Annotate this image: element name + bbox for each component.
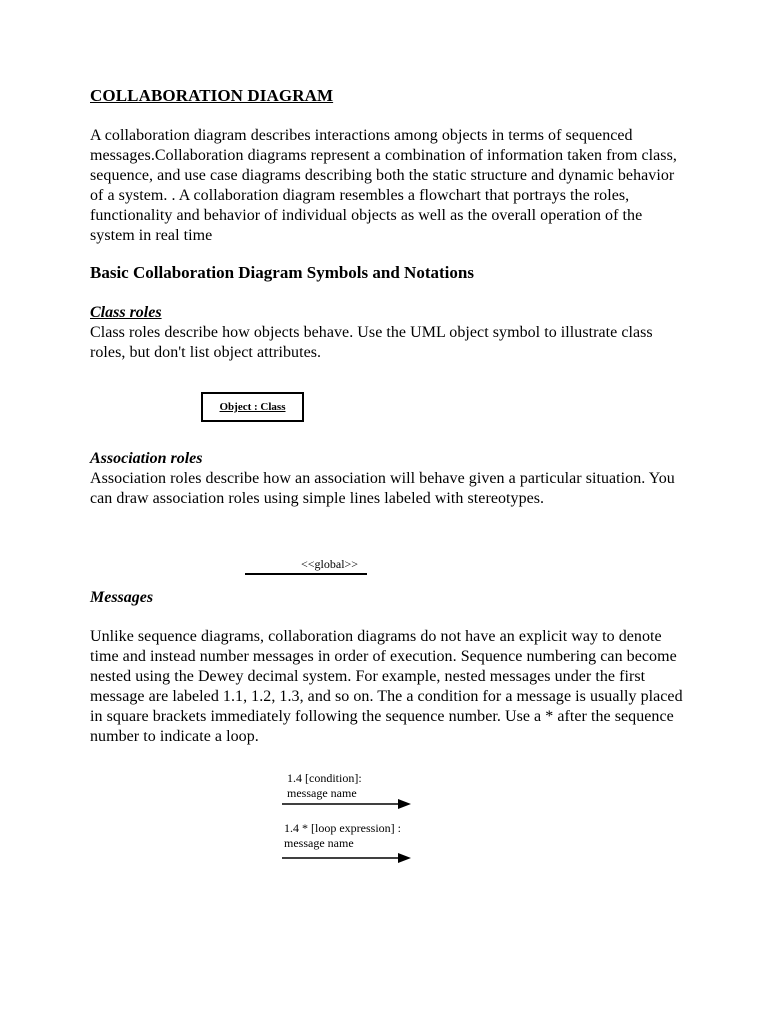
association-roles-heading: Association roles — [90, 450, 203, 467]
intro-paragraph: A collaboration diagram describes interactions among objects in terms of sequenced messages.Collaboration diagrams represent a combination of information taken from class, sequence, and use case diagrams describing both the static structure and dynamic behavior of a system. . A collaboration diagram resembles a flowchart that portrays the roles, functionality and behavior of individual objects as well as the overall operation of the system in real time — [90, 127, 677, 244]
message-example-2-line2: message name — [284, 836, 354, 850]
class-roles-heading: Class roles — [90, 304, 162, 321]
message-arrow-icon — [282, 852, 412, 864]
message-example-1-line1: 1.4 [condition]: — [287, 771, 362, 785]
page-title: COLLABORATION DIAGRAM — [90, 86, 334, 105]
message-arrow-icon — [282, 798, 412, 810]
association-line — [245, 572, 368, 576]
stereotype-label: <<global>> — [301, 557, 359, 571]
class-roles-text: Class roles describe how objects behave. Use the UML object symbol to illustrate class roles, but don't list object attributes. — [90, 324, 653, 361]
message-example-1-line2: message name — [287, 786, 357, 800]
association-roles-text: Association roles describe how an association will behave given a particular situation. You can draw association roles using simple lines labeled with stereotypes. — [90, 470, 675, 507]
message-example-2-line1: 1.4 * [loop expression] : — [284, 821, 401, 835]
object-class-symbol — [201, 392, 304, 422]
object-class-label: Object : Class — [219, 401, 286, 413]
section-heading: Basic Collaboration Diagram Symbols and Notations — [90, 263, 474, 282]
messages-heading: Messages — [90, 589, 154, 606]
messages-text: Unlike sequence diagrams, collaboration diagrams do not have an explicit way to denote time and instead number messages in order of execution. Sequence numbering can become nested using the Dewey decimal system. For example, nested messages under the first message are labeled 1.1, 1.2, 1.3, and so on. The a condition for a message is usually placed in square brackets immediately following the sequence number. Use a * after the sequence number to indicate a loop. — [90, 628, 683, 745]
